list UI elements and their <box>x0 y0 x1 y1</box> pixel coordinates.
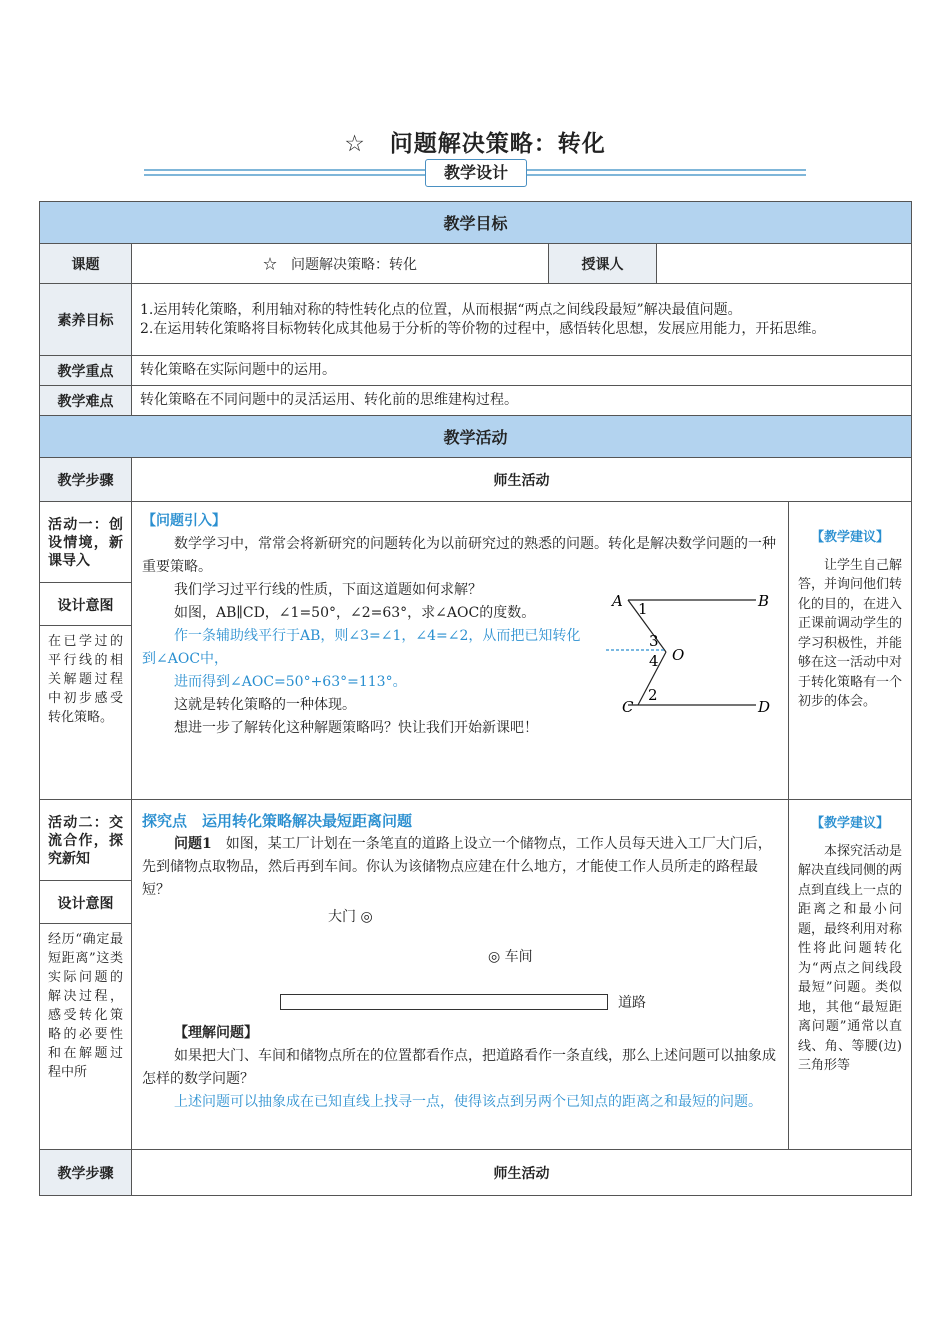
key-point-value: 转化策略在实际问题中的运用。 <box>132 356 912 386</box>
activity-1-p7: 想进一步了解转化这种解题策略吗？快让我们开始新课吧！ <box>174 720 538 736</box>
activity-label: 师生活动 <box>132 458 912 502</box>
activity-2-suggestion-title: 【教学建议】 <box>811 816 890 831</box>
activity-2-question <box>142 833 778 902</box>
activity-2-section: 探究点 运用转化策略解决最短距离问题 <box>142 812 413 830</box>
label-o: O <box>672 646 685 664</box>
road-label: 道路 <box>618 995 646 1011</box>
difficulty-value: 转化策略在不同问题中的灵活运用、转化前的思维建构过程。 <box>132 386 912 416</box>
literacy-goals <box>132 284 912 356</box>
question-text: 如图，某工厂计划在一条笔直的道路上设立一个储物点，工作人员每天进入工厂大门后，先到储物点取物品，然后再到车间。你认为该储物点应建在什么地方，才能使工作人员所走的路程最短？ <box>142 836 772 898</box>
goals-header: 教学目标 <box>40 202 912 244</box>
activity-1-suggestion <box>789 502 912 800</box>
key-point-label: 教学重点 <box>40 356 132 386</box>
lesson-plan-table <box>39 201 912 1196</box>
parallel-lines-figure <box>606 584 776 714</box>
activity-1-p2: 我们学习过平行线的性质，下面这道题如何求解？ <box>174 582 482 598</box>
banner-label: 教学设计 <box>425 159 527 187</box>
gate-point <box>328 906 373 929</box>
literacy-goal-2: 2.在运用转化策略将目标物转化成其他易于分析的等价物的过程中，感悟转化思想，发展应用能力，开拓思维。 <box>140 320 826 337</box>
activity-1-p5: 进而得到∠AOC=50°+63°=113°。 <box>174 674 407 690</box>
activity-1-section: 【问题引入】 <box>142 513 226 529</box>
teacher-value <box>657 244 912 284</box>
activity-2-suggestion-text: 本探究活动是解决直线同侧的两点到直线上一点的距离之和最小问题，最终利用对称性将此问题转化为“两点之间线段最短”问题。类似地，其他“最短距离问题”通常以直线、角、等腰(边)三角形等 <box>798 843 903 1073</box>
road-shape <box>280 994 608 1010</box>
literacy-goal-1: 1.运用转化策略，利用轴对称的特性转化点的位置，从而根据“两点之间线段最短”解决最值问题。 <box>140 301 742 318</box>
footer-steps-label: 教学步骤 <box>40 1150 132 1196</box>
activity-1-suggestion-text: 让学生自己解答，并询问他们转化的目的，在进入正课前调动学生的学习积极性，并能够在这一活动中对于转化策略有一个初步的体会。 <box>798 557 903 709</box>
workshop-point <box>488 946 533 969</box>
gate-label: 大门 <box>328 909 356 925</box>
activity-2-intent: 经历“确定最短距离”这类实际问题的解决过程，感受转化策略的必要性和在解题过程中所 <box>48 932 123 1080</box>
steps-label: 教学步骤 <box>40 458 132 502</box>
literacy-label: 素养目标 <box>40 284 132 356</box>
label-b: B <box>758 592 770 610</box>
workshop-marker-icon: ◎ <box>488 949 501 965</box>
activity-1-steps <box>40 502 132 800</box>
activity-2-p2: 上述问题可以抽象成在已知直线上找寻一点，使得该点到另两个已知点的距离之和最短的问题。 <box>174 1094 762 1110</box>
question-label: 问题1 <box>174 836 212 852</box>
understand-heading: 【理解问题】 <box>174 1025 258 1041</box>
footer-activity-label: 师生活动 <box>132 1150 912 1196</box>
activity-2-suggestion <box>789 800 912 1150</box>
road-figure <box>142 902 778 1022</box>
angle-1: 1 <box>638 600 648 618</box>
activity-1-design-label: 设计意图 <box>40 583 131 626</box>
activity-1-p6: 这就是转化策略的一种体现。 <box>174 697 356 713</box>
label-a: A <box>612 592 623 610</box>
activity-1-intent: 在已学过的平行线的相关解题过程中初步感受转化策略。 <box>48 634 123 725</box>
activity-2-design-label: 设计意图 <box>40 881 131 924</box>
angle-4: 4 <box>649 652 659 670</box>
activity-2-title: 活动二：交流合作，探究新知 <box>40 800 131 881</box>
section-banner <box>144 159 806 187</box>
topic-label: 课题 <box>40 244 132 284</box>
activities-header: 教学活动 <box>40 416 912 458</box>
angle-2: 2 <box>648 686 658 704</box>
activity-1-p3: 如图，AB∥CD，∠1=50°，∠2=63°，求∠AOC的度数。 <box>174 605 536 621</box>
label-d: D <box>758 698 771 714</box>
label-c: C <box>622 698 634 714</box>
activity-2-p1: 如果把大门、车间和储物点所在的位置都看作点，把道路看作一条直线，那么上述问题可以抽象成怎样的数学问题？ <box>142 1048 776 1087</box>
difficulty-label: 教学难点 <box>40 386 132 416</box>
activity-1-content <box>132 502 789 800</box>
topic-value: ☆ 问题解决策略：转化 <box>132 244 549 284</box>
activity-2-steps <box>40 800 132 1150</box>
activity-1-p1: 数学学习中，常常会将新研究的问题转化为以前研究过的熟悉的问题。转化是解决数学问题的一种重要策略。 <box>142 536 776 575</box>
angle-3: 3 <box>649 632 659 650</box>
page-title: ☆ 问题解决策略：转化 <box>344 131 606 157</box>
gate-marker-icon: ◎ <box>360 909 373 925</box>
activity-1-p4: 作一条辅助线平行于AB，则∠3=∠1，∠4=∠2，从而把已知转化到∠AOC中， <box>142 628 581 667</box>
teacher-label: 授课人 <box>549 244 657 284</box>
activity-1-suggestion-title: 【教学建议】 <box>811 530 890 545</box>
activity-2-content <box>132 800 789 1150</box>
activity-1-title: 活动一：创设情境，新课导入 <box>40 502 131 583</box>
workshop-label: 车间 <box>504 949 533 965</box>
